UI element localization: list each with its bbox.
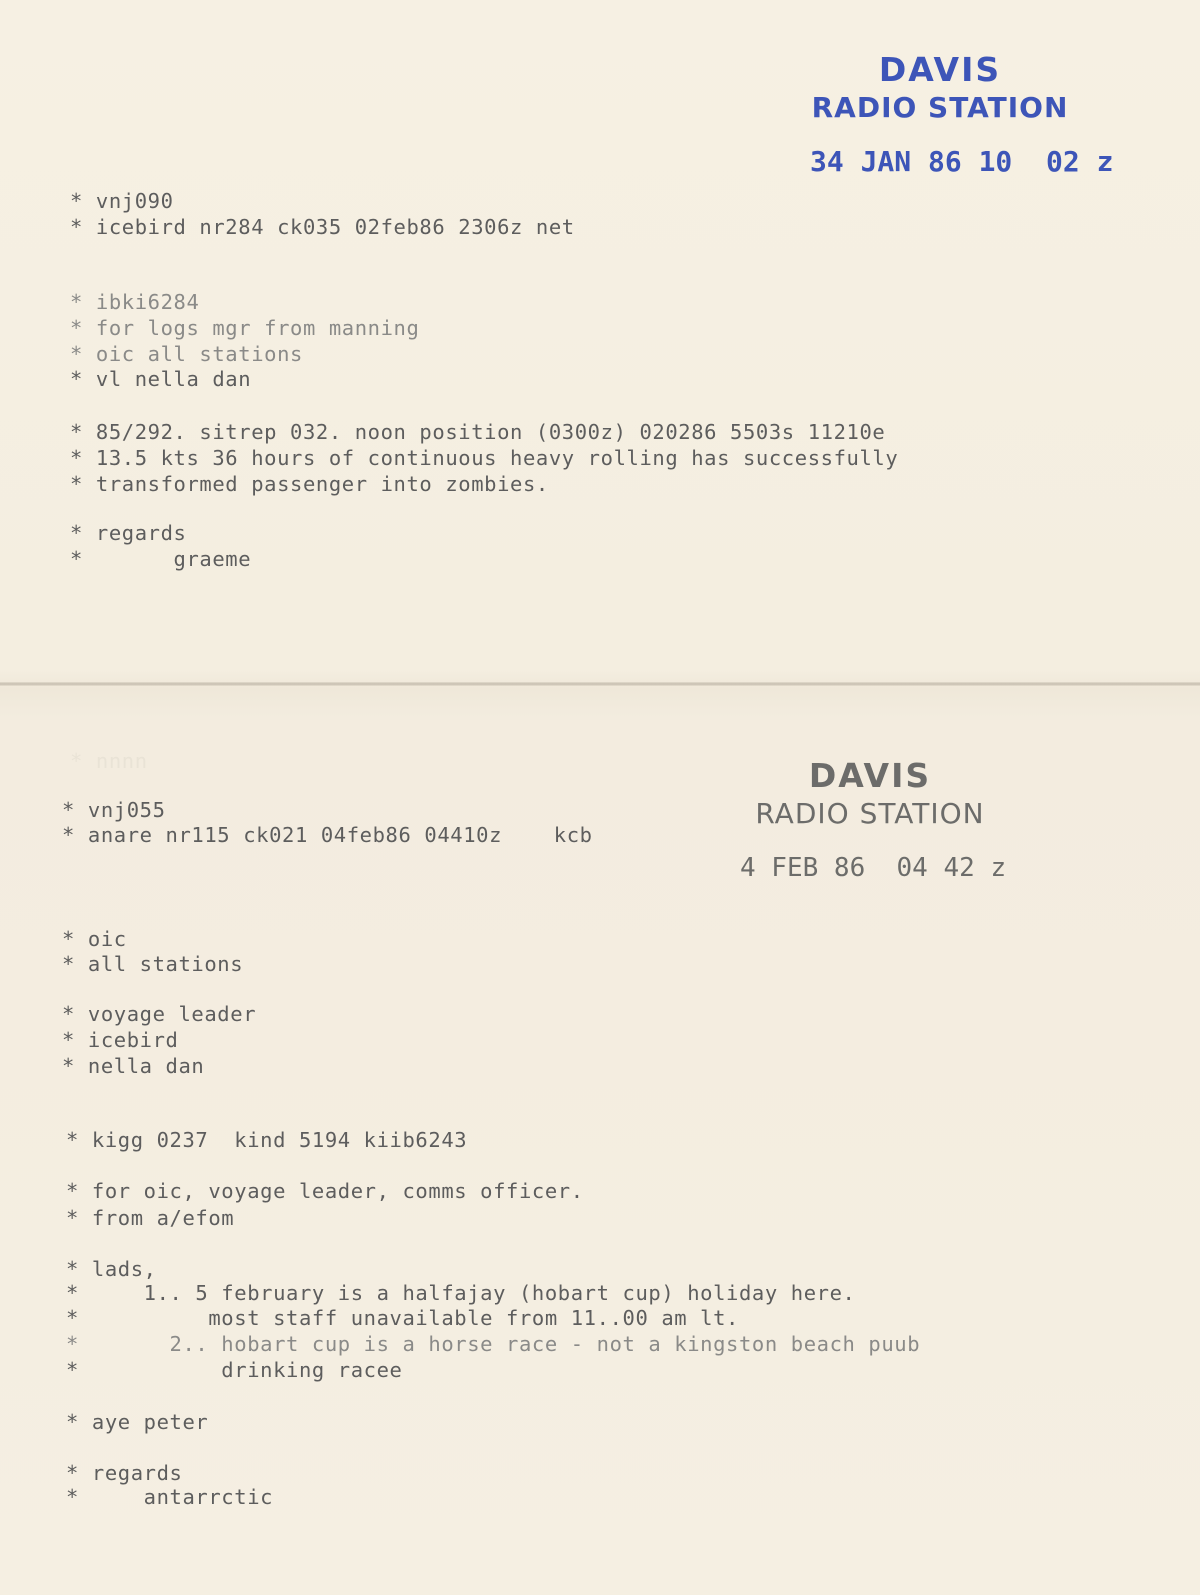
msg1-line: * ibki6284 <box>70 290 200 314</box>
msg2-line: * antarrctic <box>66 1485 274 1509</box>
msg1-line: * graeme <box>70 547 252 571</box>
msg1-line: * 85/292. sitrep 032. noon position (0300z) 020286 5503s 11210e <box>70 420 886 444</box>
msg2-line: * voyage leader <box>62 1002 257 1026</box>
msg2-line: * anare nr115 ck021 04feb86 04410z kcb <box>62 823 593 847</box>
msg1-line: * regards <box>70 521 187 545</box>
msg2-line: * 1.. 5 february is a halfajay (hobart cup) holiday here. <box>66 1281 856 1305</box>
msg1-line: * 13.5 kts 36 hours of continuous heavy rolling has successfully <box>70 446 899 470</box>
msg2-line: * from a/efom <box>66 1206 235 1230</box>
msg2-line: * kigg 0237 kind 5194 kiib6243 <box>66 1128 468 1152</box>
msg1-line: * for logs mgr from manning <box>70 316 420 340</box>
msg2-line: * 2.. hobart cup is a horse race - not a kingston beach puub <box>66 1332 921 1356</box>
msg1-line: * vl nella dan <box>70 367 252 391</box>
davis-radio-stamp-1 <box>810 50 1114 180</box>
msg2-line: * icebird <box>62 1028 179 1052</box>
msg2-line: * regards <box>66 1461 183 1485</box>
stamp-title: DAVIS <box>878 50 1002 89</box>
msg2-line: * vnj055 <box>62 798 166 822</box>
stamp-datetime: 4 FEB 86 04 42 z <box>740 853 1007 883</box>
paper-fold <box>0 682 1200 686</box>
stamp-datetime: 34 JAN 86 10 02 z <box>810 145 1114 178</box>
msg1-line: * icebird nr284 ck035 02feb86 2306z net <box>70 215 575 239</box>
msg2-line: * lads, <box>66 1257 157 1281</box>
msg2-line: * drinking racee <box>66 1358 403 1382</box>
stamp-subtitle: RADIO STATION <box>811 91 1069 124</box>
msg2-line: * all stations <box>62 952 244 976</box>
msg1-line: * transformed passenger into zombies. <box>70 472 549 496</box>
msg2-line: * most staff unavailable from 11..00 am lt. <box>66 1306 739 1330</box>
stamp-title: DAVIS <box>808 756 932 795</box>
msg2-line: * nella dan <box>62 1054 205 1078</box>
stamp-subtitle: RADIO STATION <box>755 797 985 830</box>
msg2-line: * for oic, voyage leader, comms officer. <box>66 1179 584 1203</box>
msg1-line: * vnj090 <box>70 189 174 213</box>
msg2-line: * aye peter <box>66 1410 209 1434</box>
msg2-line: * oic <box>62 927 127 951</box>
msg1-line: * oic all stations <box>70 342 303 366</box>
davis-radio-stamp-2 <box>740 756 1007 886</box>
ghost-line: * nnnn <box>70 749 148 773</box>
